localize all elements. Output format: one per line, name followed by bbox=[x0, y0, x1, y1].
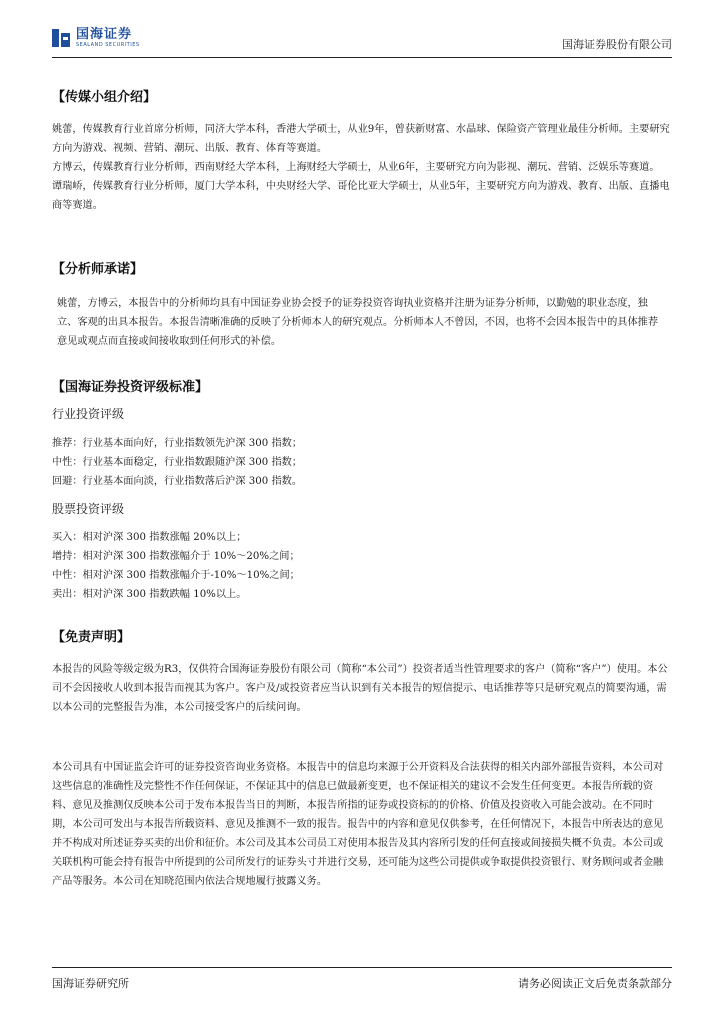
stock-rating-heading: 股票投资评级 bbox=[52, 502, 125, 516]
rating-item: 增持：相对沪深 300 指数涨幅介于 10%～20%之间； bbox=[52, 551, 300, 562]
header-company-name: 国海证券股份有限公司 bbox=[562, 38, 672, 51]
logo-cn-text: 国海证券 bbox=[76, 27, 133, 42]
rating-item: 中性：行业基本面稳定，行业指数跟随沪深 300 指数； bbox=[52, 457, 303, 468]
disclaimer-paragraph-2: 本公司具有中国证监会许可的证券投资咨询业务资格。本报告中的信息均来源于公开资料及合法获得的相关内部外部报告资料，本公司对这些信息的准确性及完整性不作任何保证，不保证其中的信息已做最新变更，也不保证相关的建议不会发生任何变更。本报告所载的资料、意见及推测仅反映本公司于发布本报告当日的判断，本报告所指的证券或投资标的的价格、价值及投资收入可能会波动。在不同时期，本公司可发出与本报告所载资料、意见及推测不一致的报告。报告中的内容和意见仅供参考，在任何情况下，本报告中所表达的意见并不构成对所述证券买卖的出价和征价。本公司及其本公司员工对使用本报告及其内容所引发的任何直接或间接损失概不负责。本公司或关联机构可能会持有报告中所提到的公司所发行的证券头寸并进行交易，还可能为这些公司提供或争取提供投资银行、财务顾问或者金融产品等服务。本公司在知晓范围内依法合规地履行披露义务。 bbox=[52, 762, 664, 887]
stock-rating-list bbox=[52, 528, 300, 604]
logo-en-text: SEALAND SECURITIES bbox=[76, 42, 140, 48]
disclaimer-section-title: 【免责声明】 bbox=[52, 630, 131, 645]
analyst-bio: 姚蕾，传媒教育行业首席分析师，同济大学本科，香港大学硕士，从业9年，曾获新财富、水晶球、保险资产管理业最佳分析师。主要研究方向为游戏、视频、营销、潮玩、出版、教育、体育等赛道。 bbox=[52, 124, 670, 154]
analyst-bio: 谭瑞峤，传媒教育行业分析师，厦门大学本科，中央财经大学、哥伦比亚大学硕士，从业5年，主要研究方向为游戏、教育、出版、直播电商等赛道。 bbox=[52, 181, 670, 211]
footer-disclaimer-note: 请务必阅读正文后免责条款部分 bbox=[518, 977, 672, 990]
analyst-bio: 方博云，传媒教育行业分析师，西南财经大学本科，上海财经大学硕士，从业6年，主要研究方向为影视、潮玩、营销、泛娱乐等赛道。 bbox=[52, 162, 660, 173]
team-section-title: 【传媒小组介绍】 bbox=[52, 90, 157, 105]
rating-item: 推荐：行业基本面向好，行业指数领先沪深 300 指数； bbox=[52, 438, 303, 449]
page-header bbox=[52, 26, 672, 56]
footer-institute: 国海证券研究所 bbox=[52, 977, 129, 990]
commitment-section-title: 【分析师承诺】 bbox=[52, 262, 144, 277]
header-divider bbox=[52, 57, 672, 58]
rating-item: 回避：行业基本面向淡，行业指数落后沪深 300 指数。 bbox=[52, 476, 303, 487]
team-intro bbox=[52, 120, 672, 215]
rating-item: 买入：相对沪深 300 指数涨幅 20%以上； bbox=[52, 532, 247, 543]
rating-item: 中性：相对沪深 300 指数涨幅介于-10%～10%之间； bbox=[52, 570, 300, 581]
industry-rating-heading: 行业投资评级 bbox=[52, 407, 125, 421]
logo-icon bbox=[52, 29, 70, 47]
footer-divider bbox=[52, 967, 672, 968]
rating-section-title: 【国海证券投资评级标准】 bbox=[52, 380, 209, 395]
commitment-text: 姚蕾，方博云，本报告中的分析师均具有中国证券业协会授予的证券投资咨询执业资格并注册为证券分析师，以勤勉的职业态度，独立、客观的出具本报告。本报告清晰准确的反映了分析师本人的研究观点。分析师本人不曾因，不因，也将不会因本报告中的具体推荐意见或观点而直接或间接收取到任何形式的补偿。 bbox=[57, 298, 659, 347]
rating-item: 卖出：相对沪深 300 指数跌幅 10%以上。 bbox=[52, 589, 247, 600]
disclaimer-paragraph-1: 本报告的风险等级定级为R3，仅供符合国海证券股份有限公司（简称“本公司”）投资者适当性管理要求的客户（简称“客户”）使用。本公司不会因接收人收到本报告而视其为客户。客户及/或投资者应当认识到有关本报告的短信提示、电话推荐等只是研究观点的简要沟通，需以本公司的完整报告为准，本公司接受客户的后续问询。 bbox=[52, 664, 668, 713]
industry-rating-list bbox=[52, 434, 302, 491]
company-logo bbox=[52, 28, 140, 48]
